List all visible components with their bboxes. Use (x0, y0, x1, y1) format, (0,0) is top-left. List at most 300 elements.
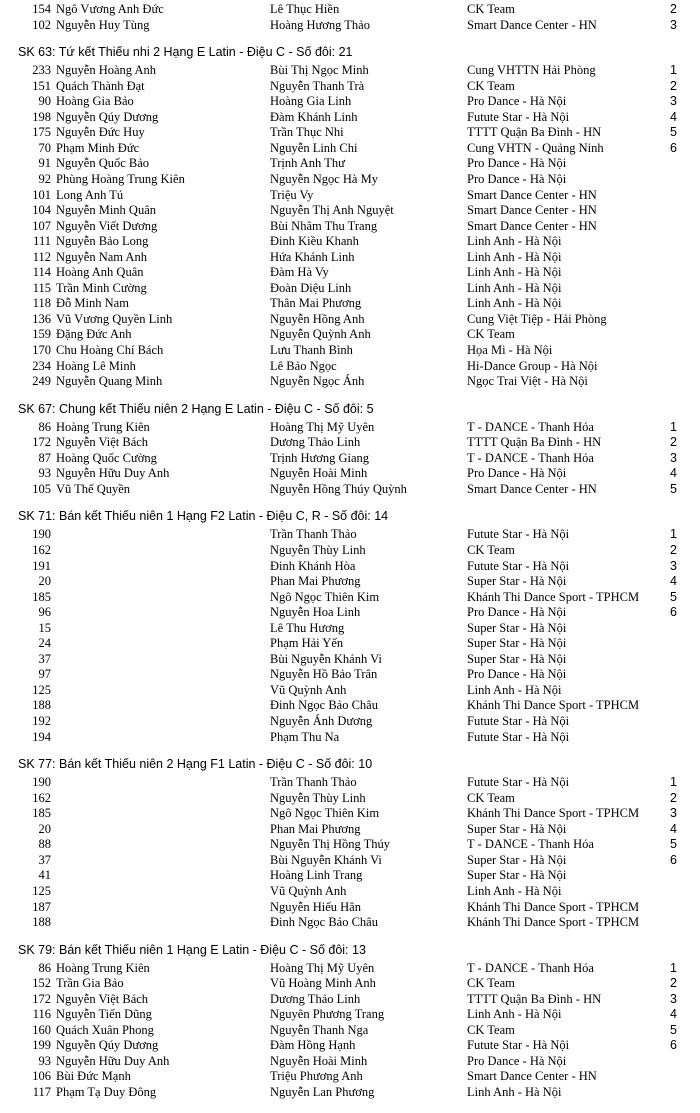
female-dancer: Nguyễn Quỳnh Anh (270, 327, 371, 342)
rank: 2 (670, 435, 677, 450)
rank: 5 (670, 837, 677, 852)
male-dancer: Quách Thành Đạt (56, 78, 145, 93)
female-dancer: Dương Thảo Linh (270, 435, 361, 450)
couple-number: 93 (38, 1053, 51, 1068)
club-name: CK Team (467, 976, 515, 991)
result-row (0, 822, 700, 838)
couple-number: 70 (38, 140, 51, 155)
couple-number: 90 (38, 94, 51, 109)
rank: 1 (670, 775, 677, 790)
club-name: T - DANCE - Thanh Hóa (467, 450, 594, 465)
club-name: Smart Dance Center - HN (467, 481, 597, 496)
result-row (0, 203, 700, 219)
couple-number: 105 (32, 481, 51, 496)
male-dancer: Long Anh Tú (56, 187, 124, 202)
club-name: Hi-Dance Group - Hà Nội (467, 358, 598, 373)
result-row (0, 343, 700, 359)
result-row (0, 884, 700, 900)
result-row (0, 435, 700, 451)
club-name: Khánh Thi Dance Sport - TPHCM (467, 698, 640, 713)
rank: 6 (670, 852, 677, 867)
couple-number: 24 (38, 636, 51, 651)
female-dancer: Nguyễn Hồ Bảo Trân (270, 667, 378, 682)
couple-number: 199 (32, 1038, 51, 1053)
result-row (0, 466, 700, 482)
male-dancer: Nguyễn Huy Tùng (56, 17, 150, 32)
female-dancer: Đoàn Diệu Linh (270, 280, 352, 295)
club-name: Smart Dance Center - HN (467, 218, 597, 233)
couple-number: 187 (32, 899, 51, 914)
female-dancer: Đàm Hà Vy (270, 265, 329, 280)
club-name: T - DANCE - Thanh Hóa (467, 837, 594, 852)
male-dancer: Ngô Vương Anh Đức (56, 2, 164, 16)
section-title: SK 71: Bán kết Thiếu niên 1 Hạng F2 Latin - Điệu C, R - Số đôi: 14 (18, 509, 389, 524)
section-title: SK 63: Tứ kết Thiếu nhi 2 Hạng E Latin - Điệu C - Số đôi: 21 (18, 45, 353, 60)
rank: 6 (670, 605, 677, 620)
male-dancer: Phạm Minh Đức (56, 140, 140, 155)
result-row (0, 234, 700, 250)
club-name: Pro Dance - Hà Nội (467, 156, 567, 171)
result-row (0, 1038, 700, 1054)
female-dancer: Nguyễn Hồng Anh (270, 311, 365, 326)
result-row (0, 853, 700, 869)
rank: 6 (670, 140, 677, 155)
rank: 1 (670, 419, 677, 434)
couple-number: 172 (32, 991, 51, 1006)
couple-number: 151 (32, 78, 51, 93)
female-dancer: Nguyễn Thị Anh Nguyệt (270, 203, 394, 218)
couple-number: 194 (32, 729, 51, 744)
couple-number: 170 (32, 343, 51, 357)
female-dancer: Đàm Khánh Linh (270, 109, 358, 124)
club-name: Pro Dance - Hà Nội (467, 171, 567, 186)
result-row (0, 559, 700, 575)
female-dancer: Bùi Nguyễn Khánh Vi (270, 651, 382, 666)
male-dancer: Trần Minh Cường (56, 280, 147, 295)
female-dancer: Trịnh Anh Thư (270, 156, 345, 171)
couple-number: 102 (32, 17, 51, 32)
result-row (0, 1069, 700, 1085)
result-row (0, 1023, 700, 1039)
club-name: Super Star - Hà Nội (467, 574, 567, 589)
female-dancer: Lê Bảo Ngọc (270, 358, 337, 373)
couple-number: 37 (38, 651, 51, 666)
male-dancer: Nguyễn Hữu Duy Anh (56, 466, 170, 481)
couple-number: 87 (38, 450, 51, 465)
result-row (0, 605, 700, 621)
club-name: Họa Mi - Hà Nội (467, 343, 553, 357)
rank: 1 (670, 63, 677, 78)
result-row (0, 156, 700, 172)
club-name: Khánh Thi Dance Sport - TPHCM (467, 589, 640, 604)
result-row (0, 683, 700, 699)
male-dancer: Đỗ Minh Nam (56, 296, 129, 311)
result-row (0, 868, 700, 884)
rank: 3 (670, 94, 677, 109)
female-dancer: Triệu Phương Anh (270, 1069, 363, 1084)
couple-number: 188 (32, 698, 51, 713)
result-row (0, 188, 700, 204)
rank: 3 (670, 450, 677, 465)
couple-number: 162 (32, 542, 51, 557)
rank: 2 (670, 78, 677, 93)
rank: 6 (670, 1038, 677, 1053)
male-dancer: Phùng Hoàng Trung Kiên (56, 171, 185, 186)
female-dancer: Hoàng Hương Thảo (270, 17, 370, 32)
rank: 5 (670, 481, 677, 496)
result-row (0, 730, 700, 746)
club-name: CK Team (467, 542, 515, 557)
couple-number: 191 (32, 558, 51, 573)
club-name: TTTT Quận Ba Đình - HN (467, 435, 602, 450)
couple-number: 86 (38, 960, 51, 975)
female-dancer: Phạm Hải Yến (270, 636, 344, 651)
club-name: Linh Anh - Hà Nội (467, 682, 562, 697)
female-dancer: Nguyễn Thùy Linh (270, 542, 366, 557)
result-row (0, 94, 700, 110)
couple-number: 192 (32, 714, 51, 728)
female-dancer: Nguyễn Hoài Minh (270, 1053, 368, 1068)
result-row (0, 652, 700, 668)
club-name: Pro Dance - Hà Nội (467, 605, 567, 620)
club-name: Linh Anh - Hà Nội (467, 1085, 562, 1099)
rank: 3 (670, 558, 677, 573)
couple-number: 107 (32, 218, 51, 233)
female-dancer: Bùi Nguyễn Khánh Vi (270, 852, 382, 867)
result-row (0, 976, 700, 992)
couple-number: 234 (32, 358, 51, 373)
female-dancer: Hứa Khánh Linh (270, 249, 355, 264)
result-row (0, 574, 700, 590)
female-dancer: Hoàng Gia Linh (270, 94, 352, 109)
male-dancer: Hoàng Lê Minh (56, 358, 136, 373)
club-name: Futute Star - Hà Nội (467, 1038, 570, 1053)
female-dancer: Bùi Thị Ngọc Minh (270, 63, 369, 78)
club-name: Khánh Thi Dance Sport - TPHCM (467, 899, 640, 914)
couple-number: 152 (32, 976, 51, 991)
result-row (0, 543, 700, 559)
male-dancer: Nguyễn Nam Anh (56, 249, 147, 264)
club-name: Pro Dance - Hà Nội (467, 667, 567, 682)
male-dancer: Hoàng Trung Kiên (56, 419, 150, 434)
female-dancer: Nguyễn Thị Hồng Thúy (270, 837, 391, 852)
female-dancer: Nguyễn Hoa Linh (270, 605, 361, 620)
female-dancer: Đinh Kiều Khanh (270, 234, 359, 249)
result-row (0, 775, 700, 791)
rank: 4 (670, 821, 677, 836)
club-name: Khánh Thi Dance Sport - TPHCM (467, 806, 640, 821)
couple-number: 93 (38, 466, 51, 481)
rank: 1 (670, 960, 677, 975)
couple-number: 91 (38, 156, 51, 171)
couple-number: 190 (32, 527, 51, 542)
couple-number: 185 (32, 806, 51, 821)
male-dancer: Nguyễn Hoàng Anh (56, 63, 156, 78)
couple-number: 154 (32, 2, 51, 16)
male-dancer: Nguyễn Tiến Dũng (56, 1007, 152, 1022)
couple-number: 118 (32, 296, 51, 311)
couple-number: 136 (32, 311, 51, 326)
club-name: CK Team (467, 2, 515, 16)
rank: 1 (670, 527, 677, 542)
club-name: Linh Anh - Hà Nội (467, 249, 562, 264)
couple-number: 117 (32, 1085, 51, 1099)
result-row (0, 265, 700, 281)
club-name: Pro Dance - Hà Nội (467, 466, 567, 481)
result-row (0, 312, 700, 328)
couple-number: 101 (32, 187, 51, 202)
result-row (0, 590, 700, 606)
female-dancer: Nguyễn Thanh Trà (270, 78, 365, 93)
rank: 3 (670, 806, 677, 821)
couple-number: 162 (32, 790, 51, 805)
female-dancer: Ngô Ngọc Thiên Kim (270, 806, 380, 821)
female-dancer: Lê Thục Hiền (270, 2, 340, 16)
club-name: Futute Star - Hà Nội (467, 775, 570, 790)
result-row (0, 900, 700, 916)
rank: 2 (670, 542, 677, 557)
result-row (0, 961, 700, 977)
male-dancer: Nguyễn Qúy Dương (56, 1038, 159, 1053)
rank: 2 (670, 976, 677, 991)
couple-number: 185 (32, 589, 51, 604)
rank: 4 (670, 466, 677, 481)
result-row (0, 359, 700, 375)
male-dancer: Nguyễn Bảo Long (56, 234, 149, 249)
club-name: Pro Dance - Hà Nội (467, 94, 567, 109)
female-dancer: Hoàng Linh Trang (270, 868, 363, 883)
male-dancer: Chu Hoàng Chí Bách (56, 343, 164, 357)
club-name: Smart Dance Center - HN (467, 17, 597, 32)
female-dancer: Đinh Ngọc Bảo Châu (270, 915, 378, 930)
male-dancer: Quách Xuân Phong (56, 1022, 154, 1037)
club-name: Linh Anh - Hà Nội (467, 265, 562, 280)
female-dancer: Trần Thanh Thảo (270, 775, 357, 790)
rank: 4 (670, 1007, 677, 1022)
club-name: Smart Dance Center - HN (467, 1069, 597, 1084)
club-name: TTTT Quận Ba Đình - HN (467, 991, 602, 1006)
male-dancer: Hoàng Gia Bảo (56, 94, 134, 109)
result-row (0, 482, 700, 498)
result-row (0, 714, 700, 730)
female-dancer: Lưu Thanh Bình (270, 343, 353, 357)
result-row (0, 327, 700, 343)
club-name: Khánh Thi Dance Sport - TPHCM (467, 915, 640, 930)
rank: 2 (670, 790, 677, 805)
female-dancer: Nguyễn Lan Phương (270, 1085, 375, 1099)
couple-number: 111 (33, 234, 51, 249)
result-row (0, 63, 700, 79)
couple-number: 37 (38, 852, 51, 867)
female-dancer: Thân Mai Phương (270, 296, 362, 311)
female-dancer: Bùi Nhâm Thu Trang (270, 218, 378, 233)
female-dancer: Lê Thu Hương (270, 620, 345, 635)
female-dancer: Nguyễn Thùy Linh (270, 790, 366, 805)
female-dancer: Nguyễn Thanh Nga (270, 1022, 369, 1037)
result-row (0, 374, 700, 390)
female-dancer: Nguyễn Hồng Thúy Quỳnh (270, 481, 407, 496)
couple-number: 86 (38, 419, 51, 434)
female-dancer: Nguyên Phương Trang (270, 1007, 385, 1022)
male-dancer: Nguyễn Hữu Duy Anh (56, 1053, 170, 1068)
result-row (0, 281, 700, 297)
result-row (0, 250, 700, 266)
female-dancer: Hoàng Thị Mỹ Uyên (270, 419, 375, 434)
couple-number: 198 (32, 109, 51, 124)
couple-number: 125 (32, 682, 51, 697)
result-row (0, 18, 700, 34)
male-dancer: Nguyễn Quang Minh (56, 374, 163, 389)
club-name: CK Team (467, 1022, 515, 1037)
rank: 5 (670, 1022, 677, 1037)
couple-number: 88 (38, 837, 51, 852)
couple-number: 125 (32, 883, 51, 898)
couple-number: 159 (32, 327, 51, 342)
female-dancer: Vũ Quỳnh Anh (270, 682, 347, 697)
couple-number: 172 (32, 435, 51, 450)
male-dancer: Hoàng Trung Kiên (56, 960, 150, 975)
rank: 3 (670, 17, 677, 32)
result-row (0, 1054, 700, 1070)
club-name: TTTT Quận Ba Đình - HN (467, 125, 602, 140)
couple-number: 104 (32, 203, 51, 218)
result-row (0, 451, 700, 467)
club-name: Super Star - Hà Nội (467, 636, 567, 651)
rank: 2 (670, 2, 677, 16)
female-dancer: Trịnh Hương Giang (270, 450, 370, 465)
result-row (0, 296, 700, 312)
rank: 5 (670, 589, 677, 604)
club-name: Futute Star - Hà Nội (467, 729, 570, 744)
club-name: Cung VHTN - Quảng Ninh (467, 140, 604, 155)
result-row (0, 1085, 700, 1101)
club-name: Super Star - Hà Nội (467, 651, 567, 666)
female-dancer: Dương Thảo Linh (270, 991, 361, 1006)
female-dancer: Nguyễn Linh Chi (270, 140, 358, 155)
male-dancer: Nguyễn Quốc Bảo (56, 156, 150, 171)
male-dancer: Hoàng Anh Quân (56, 265, 144, 280)
couple-number: 106 (32, 1069, 51, 1084)
male-dancer: Vũ Thế Quyền (56, 481, 131, 496)
result-row (0, 527, 700, 543)
result-row (0, 791, 700, 807)
male-dancer: Nguyễn Qúy Dương (56, 109, 159, 124)
female-dancer: Đinh Khánh Hòa (270, 558, 356, 573)
couple-number: 175 (32, 125, 51, 140)
couple-number: 96 (38, 605, 51, 620)
club-name: Cung Việt Tiệp - Hải Phòng (467, 311, 607, 326)
male-dancer: Bùi Đức Mạnh (56, 1069, 131, 1084)
result-row (0, 110, 700, 126)
club-name: Linh Anh - Hà Nội (467, 883, 562, 898)
club-name: CK Team (467, 790, 515, 805)
club-name: Smart Dance Center - HN (467, 203, 597, 218)
result-row (0, 219, 700, 235)
female-dancer: Phạm Thu Na (270, 729, 340, 744)
rank: 4 (670, 574, 677, 589)
couple-number: 97 (38, 667, 51, 682)
female-dancer: Hoàng Thị Mỹ Uyên (270, 960, 375, 975)
female-dancer: Trần Thanh Thảo (270, 527, 357, 542)
club-name: Super Star - Hà Nội (467, 868, 567, 883)
female-dancer: Vũ Quỳnh Anh (270, 883, 347, 898)
club-name: Cung VHTTN Hải Phòng (467, 63, 596, 78)
couple-number: 249 (32, 374, 51, 389)
couple-number: 160 (32, 1022, 51, 1037)
section-title: SK 77: Bán kết Thiếu niên 2 Hạng F1 Latin - Điệu C - Số đôi: 10 (18, 757, 373, 772)
club-name: Linh Anh - Hà Nội (467, 234, 562, 249)
female-dancer: Ngô Ngọc Thiên Kim (270, 589, 380, 604)
club-name: T - DANCE - Thanh Hóa (467, 419, 594, 434)
female-dancer: Đàm Hồng Hạnh (270, 1038, 356, 1053)
rank: 3 (670, 991, 677, 1006)
club-name: Linh Anh - Hà Nội (467, 296, 562, 311)
female-dancer: Nguyễn Hoài Minh (270, 466, 368, 481)
female-dancer: Nguyễn Ngọc Ánh (270, 374, 365, 389)
rank: 5 (670, 125, 677, 140)
rank: 4 (670, 109, 677, 124)
club-name: Pro Dance - Hà Nội (467, 1053, 567, 1068)
female-dancer: Triệu Vy (270, 187, 314, 202)
male-dancer: Phạm Tạ Duy Đông (56, 1085, 157, 1099)
club-name: Linh Anh - Hà Nội (467, 280, 562, 295)
result-row (0, 2, 700, 18)
club-name: Super Star - Hà Nội (467, 852, 567, 867)
couple-number: 20 (38, 821, 51, 836)
club-name: Futute Star - Hà Nội (467, 527, 570, 542)
couple-number: 116 (32, 1007, 51, 1022)
club-name: Futute Star - Hà Nội (467, 714, 570, 728)
male-dancer: Nguyễn Đức Huy (56, 125, 145, 140)
result-row (0, 915, 700, 931)
club-name: CK Team (467, 327, 515, 342)
club-name: Futute Star - Hà Nội (467, 558, 570, 573)
result-row (0, 636, 700, 652)
result-row (0, 141, 700, 157)
section-title: SK 67: Chung kết Thiếu niên 2 Hạng E Latin - Điệu C - Số đôi: 5 (18, 401, 374, 416)
couple-number: 20 (38, 574, 51, 589)
couple-number: 15 (38, 620, 51, 635)
club-name: CK Team (467, 78, 515, 93)
section-title: SK 79: Bán kết Thiếu niên 1 Hạng E Latin - Điệu C - Số đôi: 13 (18, 942, 366, 957)
result-row (0, 125, 700, 141)
female-dancer: Đinh Ngọc Bảo Châu (270, 698, 378, 713)
club-name: Super Star - Hà Nội (467, 821, 567, 836)
male-dancer: Trần Gia Bảo (56, 976, 124, 991)
result-row (0, 172, 700, 188)
female-dancer: Nguyễn Hiếu Hân (270, 899, 361, 914)
couple-number: 190 (32, 775, 51, 790)
couple-number: 188 (32, 915, 51, 930)
male-dancer: Hoàng Quốc Cường (56, 450, 157, 465)
result-row (0, 667, 700, 683)
male-dancer: Nguyễn Việt Bách (56, 435, 149, 450)
female-dancer: Phan Mai Phương (270, 821, 361, 836)
result-row (0, 992, 700, 1008)
male-dancer: Nguyễn Viết Dương (56, 218, 158, 233)
female-dancer: Phan Mai Phương (270, 574, 361, 589)
club-name: Smart Dance Center - HN (467, 187, 597, 202)
club-name: Linh Anh - Hà Nội (467, 1007, 562, 1022)
result-row (0, 806, 700, 822)
male-dancer: Đặng Đức Anh (56, 327, 132, 342)
result-row (0, 698, 700, 714)
result-row (0, 621, 700, 637)
result-row (0, 420, 700, 436)
club-name: T - DANCE - Thanh Hóa (467, 960, 594, 975)
couple-number: 92 (38, 171, 51, 186)
female-dancer: Trần Thục Nhi (270, 125, 344, 140)
